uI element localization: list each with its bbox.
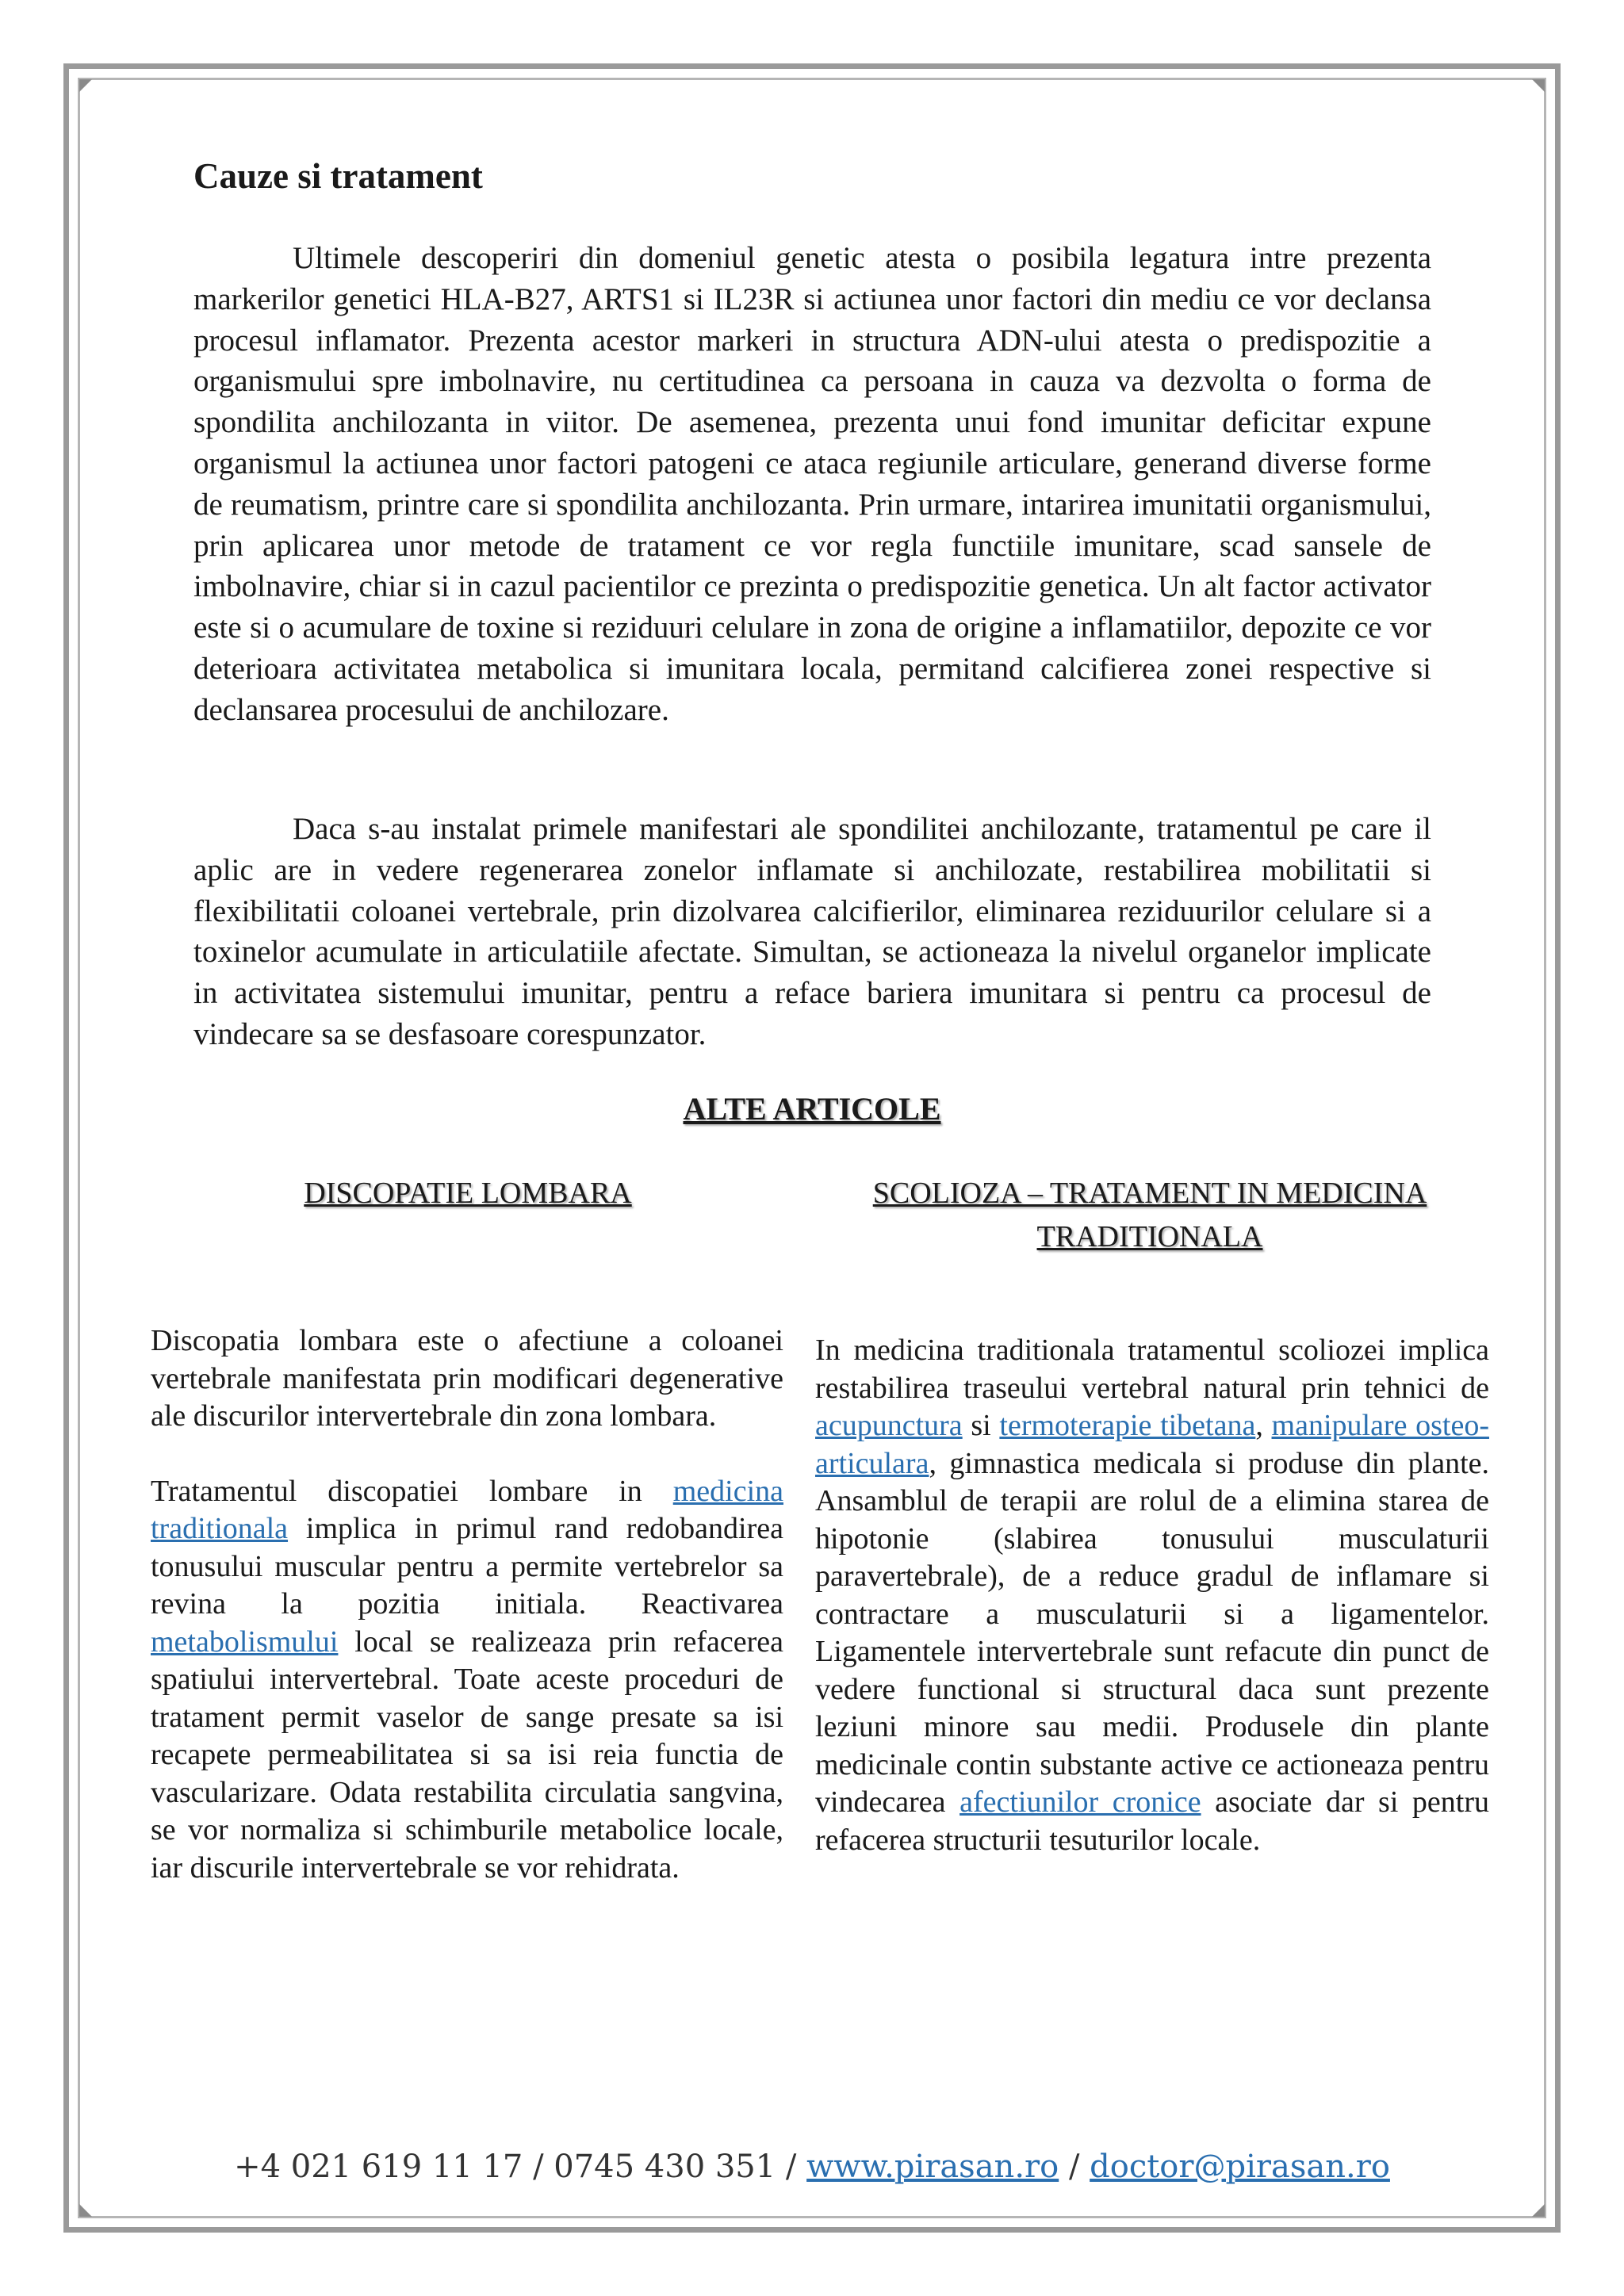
article2-text-b: si — [962, 1409, 1000, 1442]
link-medicina-traditionala[interactable]: medicina traditionala — [151, 1474, 783, 1545]
article2-text-c: , — [1255, 1409, 1272, 1442]
body-paragraph-treatment: Daca s-au instalat primele manifestari ale spondilitei anchilozante, tratamentul pe care il aplic are in vedere regenerarea zonelor inflamate si anchilozate, restabilirea mobilitatii si flexibilitatii coloanei vertebrale, prin dizolvarea calcifierilor, eliminarea reziduurilor celulare si a toxinelor acumulate in articulatiile afectate. Simultan, se actioneaza la nivelul organelor implicate in activitatea sistemului imunitar, pentru a reface bariera imunitara si pentru ca procesul de vindecare sa se desfasoare corespunzator. — [193, 812, 1431, 1051]
article-excerpt-discopatie — [151, 1322, 783, 1887]
link-acupunctura[interactable]: acupunctura — [815, 1409, 963, 1442]
body-paragraph-causes: Ultimele descoperiri din domeniul genetic atesta o posibila legatura intre prezenta markerilor genetici HLA-B27, ARTS1 si IL23R si actiunea unor factori din mediu ce vor declansa procesul inflamator. Prezenta acestor markeri in structura ADN-ului atesta o predispozitie a organismului spre imbolnavire, nu certitudinea ca persoana in cauza va dezvolta o forma de spondilita anchilozanta in viitor. De asemenea, prezenta unui fond imunitar deficitar expune organismul la actiunea unor factori patogeni ce ataca regiunile articulare, generand diverse forme de reumatism, printre care si spondilita anchilozanta. Prin urmare, intarirea imunitatii organismului, prin aplicarea unor metode de tratament ce vor regla functiile imunitare, scad sansele de imbolnavire, chiar si in cazul pacientilor ce prezinta o predispozitie genetica. Un alt factor activator este si o acumulare de toxine si reziduuri celulare in zona de origine a inflamatiilor, depozite ce vor deterioara activitatea metabolica si imunitara locala, permitand calcifierea zonei respective si declansarea procesului de anchilozare. — [193, 241, 1431, 727]
link-manipulare-osteo-articulara[interactable]: manipulare osteo-articulara — [815, 1409, 1489, 1480]
article2-body — [815, 1332, 1489, 1859]
article1-text-b: implica in primul rand redobandirea tonusului muscular pentru a permite vertebrelor sa revina la pozitia initiala. Reactivarea — [151, 1512, 783, 1621]
article1-text-a: Tratamentul discopatiei lombare in — [151, 1474, 673, 1508]
corner-ornament-bottom-left — [79, 2204, 92, 2217]
corner-ornament-top-left — [79, 79, 92, 92]
corner-ornament-top-right — [1532, 79, 1545, 92]
footer-email-link[interactable]: doctor@pirasan.ro — [1090, 2149, 1390, 2185]
article-link-scolioza[interactable]: SCOLIOZA – TRATAMENT IN MEDICINA TRADITIONALA — [872, 1177, 1427, 1253]
related-articles-heading: ALTE ARTICOLE — [683, 1091, 941, 1127]
footer-website-link[interactable]: www.pirasan.ro — [806, 2149, 1059, 2185]
article-excerpt-scolioza — [815, 1332, 1489, 1859]
link-termoterapie-tibetana[interactable]: termoterapie tibetana — [999, 1409, 1256, 1442]
article2-text-e: asociate dar si pentru refacerea structurii tesuturilor locale. — [815, 1785, 1489, 1857]
article-link-discopatie[interactable]: DISCOPATIE LOMBARA — [304, 1177, 632, 1210]
link-metabolismului[interactable]: metabolismului — [151, 1624, 339, 1659]
contact-footer — [0, 2149, 1624, 2185]
article1-treatment — [151, 1473, 783, 1888]
footer-separator: / — [1059, 2149, 1090, 2185]
article2-text-a: In medicina traditionala tratamentul scoliozei implica restabilirea traseului vertebral natural prin tehnici de — [815, 1334, 1489, 1405]
corner-ornament-bottom-right — [1532, 2204, 1545, 2217]
section-title: Cauze si tratament — [193, 156, 483, 196]
link-afectiunilor-cronice[interactable]: afectiunilor cronice — [959, 1785, 1201, 1819]
article2-text-d: , gimnastica medicala si produse din plante. Ansamblul de terapii are rolul de a elimina starea de hipotonie (slabirea tonusului musculaturii paravertebrale), de a reduce gradul de inflamare si contractare a musculaturii si a ligamentelor. Ligamentele intervertebrale sunt refacute din punct de vedere functional si structural daca sunt prezente leziuni minore sau medii. Produsele din plante medicinale contin substante active ce actioneaza pentru vindecarea — [815, 1446, 1489, 1819]
article1-intro: Discopatia lombara este o afectiune a coloanei vertebrale manifestata prin modificari degenerative ale discurilor intervertebrale din zona lombara. — [151, 1324, 783, 1433]
article1-text-c: local se realizeaza prin refacerea spatiului intervertebral. Toate aceste proceduri de tratament permit vaselor de sange presate sa isi recapete permeabilitatea si sa isi reia functia de vascularizare. Odata restabilita circulatia sangvina, se vor normaliza si schimburile metabolice locale, iar discurile intervertebrale se vor rehidrata. — [151, 1624, 783, 1885]
footer-phones: +4 021 619 11 17 / 0745 430 351 / — [234, 2149, 807, 2185]
